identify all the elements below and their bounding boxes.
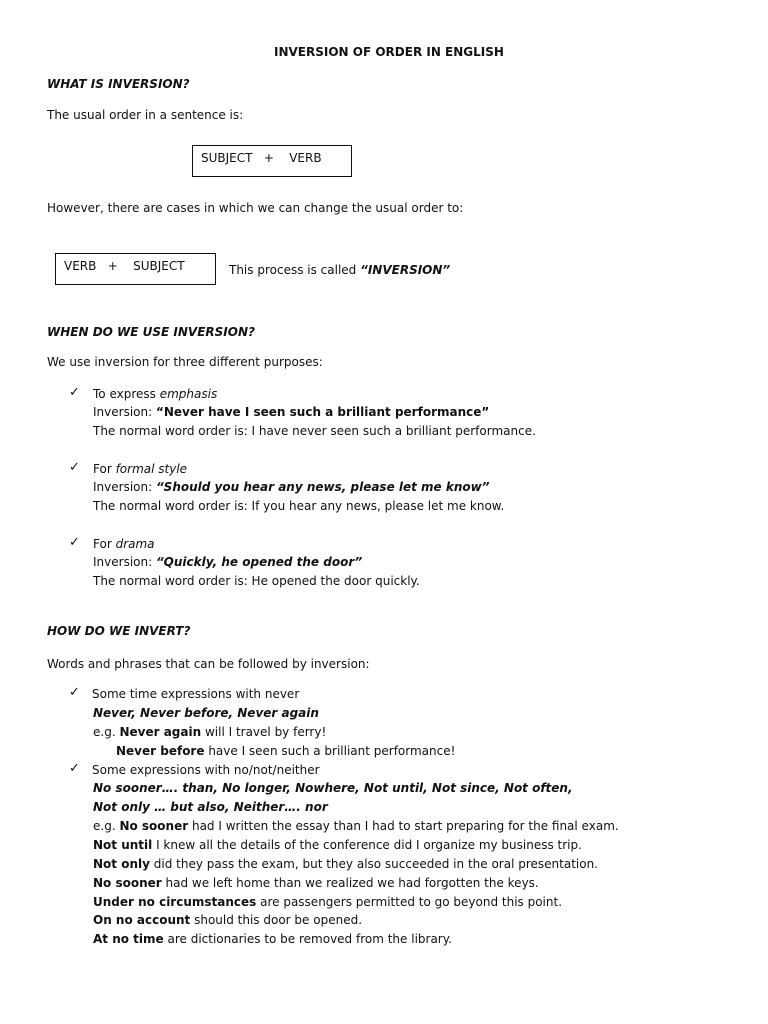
verb-subject-box [55, 253, 216, 285]
process-called-text [229, 263, 450, 277]
purpose-2-title [93, 462, 187, 476]
check-icon: ✓ [69, 761, 80, 776]
purpose-term: drama [115, 537, 155, 551]
verb-subject-label: VERB + SUBJECT [64, 259, 185, 273]
purpose-2-normal: The normal word order is: If you hear any news, please let me know. [93, 499, 505, 513]
purpose-3-normal: The normal word order is: He opened the door quickly. [93, 574, 420, 588]
example-prefix: e.g. [93, 819, 120, 833]
group-1-example-1 [93, 725, 326, 739]
example-rest: did they pass the exam, but they also succeeded in the oral presentation. [149, 857, 598, 871]
heading-when-use-inversion: WHEN DO WE USE INVERSION? [47, 325, 255, 339]
purpose-1-normal: The normal word order is: I have never seen such a brilliant performance. [93, 424, 536, 438]
usual-order-text: The usual order in a sentence is: [47, 108, 244, 122]
inversion-example: “Quickly, he opened the door” [155, 555, 363, 569]
purpose-term: emphasis [159, 387, 218, 401]
purpose-prefix: For [93, 462, 116, 476]
check-icon: ✓ [69, 535, 80, 550]
example-bold: Not until [93, 838, 153, 852]
check-icon: ✓ [69, 385, 80, 400]
group-2-phrases-1: No sooner…. than, No longer, Nowhere, Not until, Not since, Not often, [93, 781, 573, 795]
example-bold: Not only [93, 857, 150, 871]
example-rest: had we left home than we realized we had forgotten the keys. [161, 876, 539, 890]
inversion-example: “Should you hear any news, please let me know” [155, 480, 490, 494]
example-bold: On no account [93, 913, 191, 927]
inversion-label: Inversion: [93, 480, 156, 494]
inversion-label: Inversion: [93, 555, 156, 569]
example-rest: will I travel by ferry! [201, 725, 327, 739]
group-2-phrases-2: Not only … but also, Neither…. nor [93, 800, 328, 814]
purpose-1-inversion [93, 405, 489, 419]
example-bold: No sooner [119, 819, 189, 833]
inversion-label: Inversion: [93, 405, 156, 419]
group-1-example-2 [116, 744, 455, 758]
group-2-example [93, 895, 562, 909]
invert-intro: Words and phrases that can be followed by inversion: [47, 657, 370, 671]
however-text: However, there are cases in which we can change the usual order to: [47, 201, 464, 215]
example-prefix: e.g. [93, 725, 120, 739]
purpose-term: formal style [115, 462, 188, 476]
example-rest: should this door be opened. [190, 913, 363, 927]
process-prefix: This process is called [229, 263, 361, 277]
example-rest: are dictionaries to be removed from the library. [163, 932, 452, 946]
group-2-example-1 [93, 819, 619, 833]
group-2-label: Some expressions with no/not/neither [92, 763, 320, 777]
purpose-prefix: For [93, 537, 116, 551]
example-rest: are passengers permitted to go beyond this point. [256, 895, 563, 909]
group-1-phrases: Never, Never before, Never again [93, 706, 319, 720]
group-1-label: Some time expressions with never [92, 687, 300, 701]
subject-verb-label: SUBJECT + VERB [201, 151, 322, 165]
example-bold: Under no circumstances [93, 895, 257, 909]
purposes-intro: We use inversion for three different purposes: [47, 355, 323, 369]
group-2-example [93, 913, 362, 927]
check-icon: ✓ [69, 685, 80, 700]
subject-verb-box [192, 145, 352, 177]
page-title: INVERSION OF ORDER IN ENGLISH [274, 45, 504, 59]
purpose-prefix: To express [93, 387, 160, 401]
example-bold: At no time [93, 932, 164, 946]
inversion-example: “Never have I seen such a brilliant performance” [155, 405, 490, 419]
purpose-2-inversion [93, 480, 489, 494]
purpose-1-title [93, 387, 217, 401]
example-rest: I knew all the details of the conference did I organize my business trip. [152, 838, 582, 852]
group-2-example [93, 932, 452, 946]
example-bold: No sooner [93, 876, 162, 890]
example-rest: have I seen such a brilliant performance! [204, 744, 456, 758]
process-term: “INVERSION” [360, 263, 451, 277]
purpose-3-title [93, 537, 155, 551]
purpose-3-inversion [93, 555, 362, 569]
heading-what-is-inversion: WHAT IS INVERSION? [47, 77, 190, 91]
group-2-example [93, 838, 582, 852]
example-bold: Never again [119, 725, 202, 739]
example-bold: Never before [116, 744, 205, 758]
heading-how-invert: HOW DO WE INVERT? [47, 624, 191, 638]
check-icon: ✓ [69, 460, 80, 475]
group-2-example [93, 857, 598, 871]
group-2-example [93, 876, 539, 890]
example-rest: had I written the essay than I had to start preparing for the final exam. [188, 819, 619, 833]
